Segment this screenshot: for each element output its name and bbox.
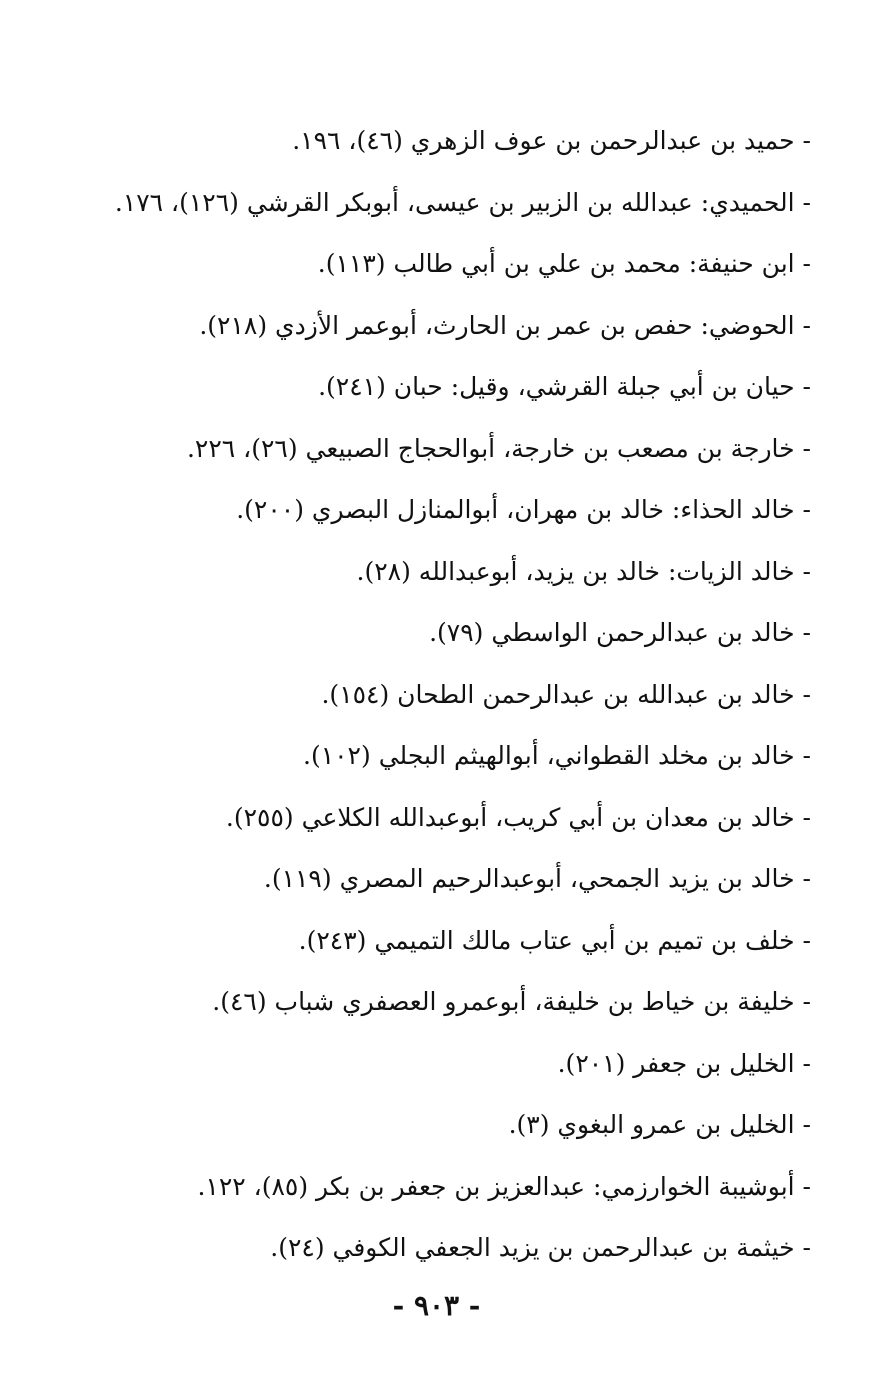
index-entry: - أبوشيبة الخوارزمي: عبدالعزيز بن جعفر بن بكر (٨٥)، ١٢٢. [197, 1171, 811, 1201]
index-entry: - ابن حنيفة: محمد بن علي بن أبي طالب (١١٣). [317, 249, 811, 278]
index-entry: - خالد بن مخلد القطواني، أبوالهيثم البجلي (١٠٢). [303, 741, 811, 770]
index-entry: - خارجة بن مصعب بن خارجة، أبوالحجاج الصبيعي (٢٦)، ٢٢٦. [186, 433, 811, 463]
index-entry: - خالد الحذاء: خالد بن مهران، أبوالمنازل البصري (٢٠٠). [236, 495, 811, 524]
index-entry: - حميد بن عبدالرحمن بن عوف الزهري (٤٦)، ١٩٦. [292, 126, 811, 155]
index-entry: - خلف بن تميم بن أبي عتاب مالك التميمي (٢٤٣). [298, 925, 811, 955]
index-entry: - الحوضي: حفص بن عمر بن الحارث، أبوعمر الأزدي (٢١٨). [199, 310, 811, 340]
index-entry: - خالد بن عبدالله بن عبدالرحمن الطحان (١٥٤). [321, 679, 811, 709]
index-entry-list [51, 110, 811, 1279]
index-entry: - الحميدي: عبدالله بن الزبير بن عيسى، أبوبكر القرشي (١٢٦)، ١٧٦. [114, 187, 811, 217]
index-entry: - الخليل بن جعفر (٢٠١). [557, 1048, 811, 1078]
index-entry: - خالد بن معدان بن أبي كريب، أبوعبدالله الكلاعي (٢٥٥). [225, 802, 811, 832]
index-entry: - خيثمة بن عبدالرحمن بن يزيد الجعفي الكوفي (٢٤). [270, 1233, 811, 1262]
page-number: - ٩٠٣ - [392, 1289, 481, 1322]
index-entry: - خالد بن عبدالرحمن الواسطي (٧٩). [429, 618, 811, 647]
index-entry: - خليفة بن خياط بن خليفة، أبوعمرو العصفري شباب (٤٦). [212, 987, 811, 1016]
index-entry: - الخليل بن عمرو البغوي (٣). [508, 1110, 811, 1139]
index-entry: - حيان بن أبي جبلة القرشي، وقيل: حبان (٢٤١). [318, 372, 811, 401]
index-entry: - خالد بن يزيد الجمحي، أبوعبدالرحيم المصري (١١٩). [263, 864, 811, 893]
index-entry: - خالد الزيات: خالد بن يزيد، أبوعبدالله (٢٨). [356, 556, 811, 586]
